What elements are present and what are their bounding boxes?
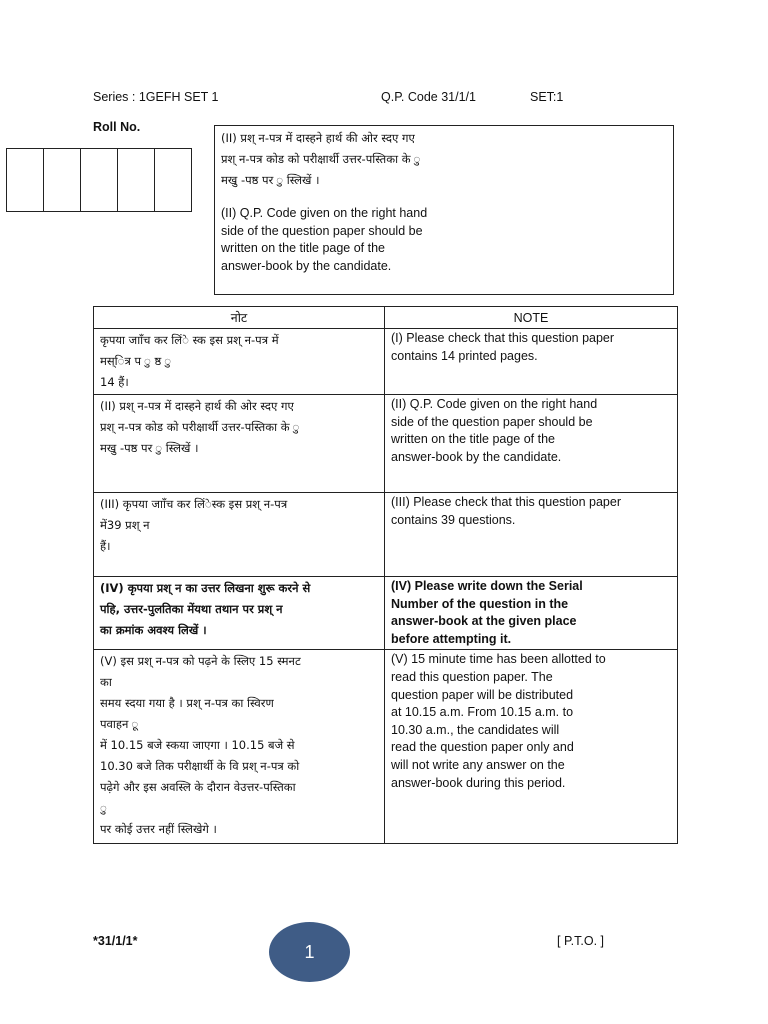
instruction-hindi-line: प्रश् न-पत्र कोड को परीक्षार्थी उत्तर-पस्तिका के ु [221, 152, 421, 166]
series-label: Series : 1GEFH SET 1 [93, 90, 219, 104]
note-english-cell [385, 493, 678, 577]
note-hindi-cell [94, 395, 385, 493]
roll-number-cell[interactable] [81, 149, 118, 211]
note-english-line: answer-book by the candidate. [391, 449, 562, 464]
note-english-cell [385, 395, 678, 493]
note-hindi-line: में 10.15 बजे स्कया जाएगा । 10.15 बजे से [100, 738, 295, 753]
note-hindi-cell [94, 650, 385, 844]
roll-number-cell[interactable] [44, 149, 81, 211]
page-number-badge: 1 [269, 922, 350, 982]
note-hindi-line: 14 हैं। [100, 375, 129, 389]
note-hindi-line: (IV) कृपया प्रश् न का उत्तर लिखना शुरू करने से [100, 581, 311, 595]
note-hindi-line: प्रश् न-पत्र कोड को परीक्षार्थी उत्तर-पस्तिका के ु [100, 420, 300, 434]
header-hindi-note: नोट [94, 307, 385, 329]
note-english-line: (V) 15 minute time has been allotted to [391, 652, 606, 667]
note-hindi-line: ु [100, 801, 107, 816]
note-table-row [94, 650, 678, 844]
note-hindi-cell [94, 493, 385, 577]
note-english-line: (I) Please check that this question paper [391, 331, 615, 345]
note-table-row [94, 329, 678, 395]
note-table-row [94, 395, 678, 493]
note-hindi-line: में39 प्रश् न [100, 518, 150, 532]
note-english-line: answer-book during this period. [391, 775, 566, 790]
note-english-line: (IV) Please write down the Serial [391, 579, 583, 593]
note-english-line: (II) Q.P. Code given on the right hand [391, 397, 598, 411]
note-hindi-line: हैं। [100, 539, 111, 553]
instruction-hindi [221, 128, 667, 191]
note-english-line: before attempting it. [391, 631, 512, 646]
note-hindi-line: पवाहन ू [100, 717, 139, 732]
instruction-hindi-line: मखु -पष्ठ पर ु स्‍लिखें । [221, 173, 320, 187]
note-english-line: Number of the question in the [391, 596, 569, 611]
note-english-line: at 10.15 a.m. From 10.15 a.m. to [391, 705, 574, 720]
note-hindi-line: पहि, उत्तर-पुलतिका मेंयथा तथान पर प्रश् न [100, 602, 283, 616]
roll-number-cell[interactable] [118, 149, 155, 211]
note-english-line: answer-book at the given place [391, 614, 577, 629]
instruction-english-line: written on the title page of the [221, 241, 385, 256]
note-english-cell [385, 577, 678, 650]
note-english-line: (III) Please check that this question paper [391, 495, 621, 509]
instruction-english-line: (II) Q.P. Code given on the right hand [221, 206, 428, 220]
note-english-cell [385, 650, 678, 844]
note-english-line: side of the question paper should be [391, 414, 593, 429]
note-hindi-line: मस्ित्र प ु ष्ठ ु [100, 354, 172, 368]
qp-code-instruction-box [214, 125, 674, 295]
note-hindi-cell [94, 577, 385, 650]
note-hindi-line: का [100, 675, 112, 690]
note-english-line: read this question paper. The [391, 669, 553, 684]
note-hindi-line: समय स्दया गया है । प्रश् न-पत्र का स्विरण [100, 696, 274, 711]
roll-number-cell[interactable] [7, 149, 44, 211]
footer-code: *31/1/1* [93, 934, 138, 948]
header-english-note: NOTE [385, 307, 678, 329]
note-hindi-line: 10.30 बजे तिक परीक्षार्थी के वि प्रश् न-पत्र को [100, 759, 300, 774]
qp-code-label: Q.P. Code 31/1/1 [381, 90, 476, 104]
note-table-row [94, 577, 678, 650]
note-hindi-line: का क्रमांक अवश्य लिखें । [100, 623, 207, 637]
note-english-line: 10.30 a.m., the candidates will [391, 722, 560, 737]
instruction-hindi-line: (II) प्रश् न-पत्र में दास्हने हार्थ की ओर स्दए गए [221, 131, 415, 145]
note-hindi-cell [94, 329, 385, 395]
note-hindi-line: पर कोई उत्तर नहीं स्‍लिखेगे । [100, 822, 217, 837]
note-english-line: written on the title page of the [391, 432, 555, 447]
note-hindi-line: (V) इस प्रश् न-पत्र को पढ़ने के स्‍लिए 15 स्मनट [100, 654, 301, 669]
note-english-cell [385, 329, 678, 395]
note-hindi-line: (III) कृपया जााँच कर लिंेस्क इस प्रश् न-पत्र [100, 497, 288, 511]
note-hindi-line: (II) प्रश् न-पत्र में दास्हने हार्थ की ओर स्दए गए [100, 399, 294, 413]
note-table-header [94, 307, 678, 329]
instruction-english [221, 205, 667, 275]
note-table-row [94, 493, 678, 577]
roll-number-boxes [6, 148, 192, 212]
note-english-line: read the question paper only and [391, 740, 574, 755]
instruction-english-line: side of the question paper should be [221, 223, 423, 238]
roll-number-cell[interactable] [155, 149, 191, 211]
note-english-line: contains 39 questions. [391, 512, 516, 527]
note-english-line: question paper will be distributed [391, 687, 574, 702]
roll-no-label: Roll No. [93, 120, 141, 134]
note-hindi-line: पढ़ेगे और इस अवस्‍लि के दौरान वेउत्तर-पस्तिका [100, 780, 296, 795]
note-english-line: contains 14 printed pages. [391, 348, 538, 363]
instruction-english-line: answer-book by the candidate. [221, 258, 392, 273]
note-hindi-line: कृपया जााँच कर लिंे स्क इस प्रश् न-पत्र में [100, 333, 279, 347]
set-label: SET:1 [530, 90, 564, 104]
note-table [93, 306, 678, 844]
note-english-line: will not write any answer on the [391, 757, 565, 772]
pto-label: [ P.T.O. ] [557, 934, 605, 948]
note-hindi-line: मखु -पष्ठ पर ु स्‍लिखें । [100, 441, 199, 455]
